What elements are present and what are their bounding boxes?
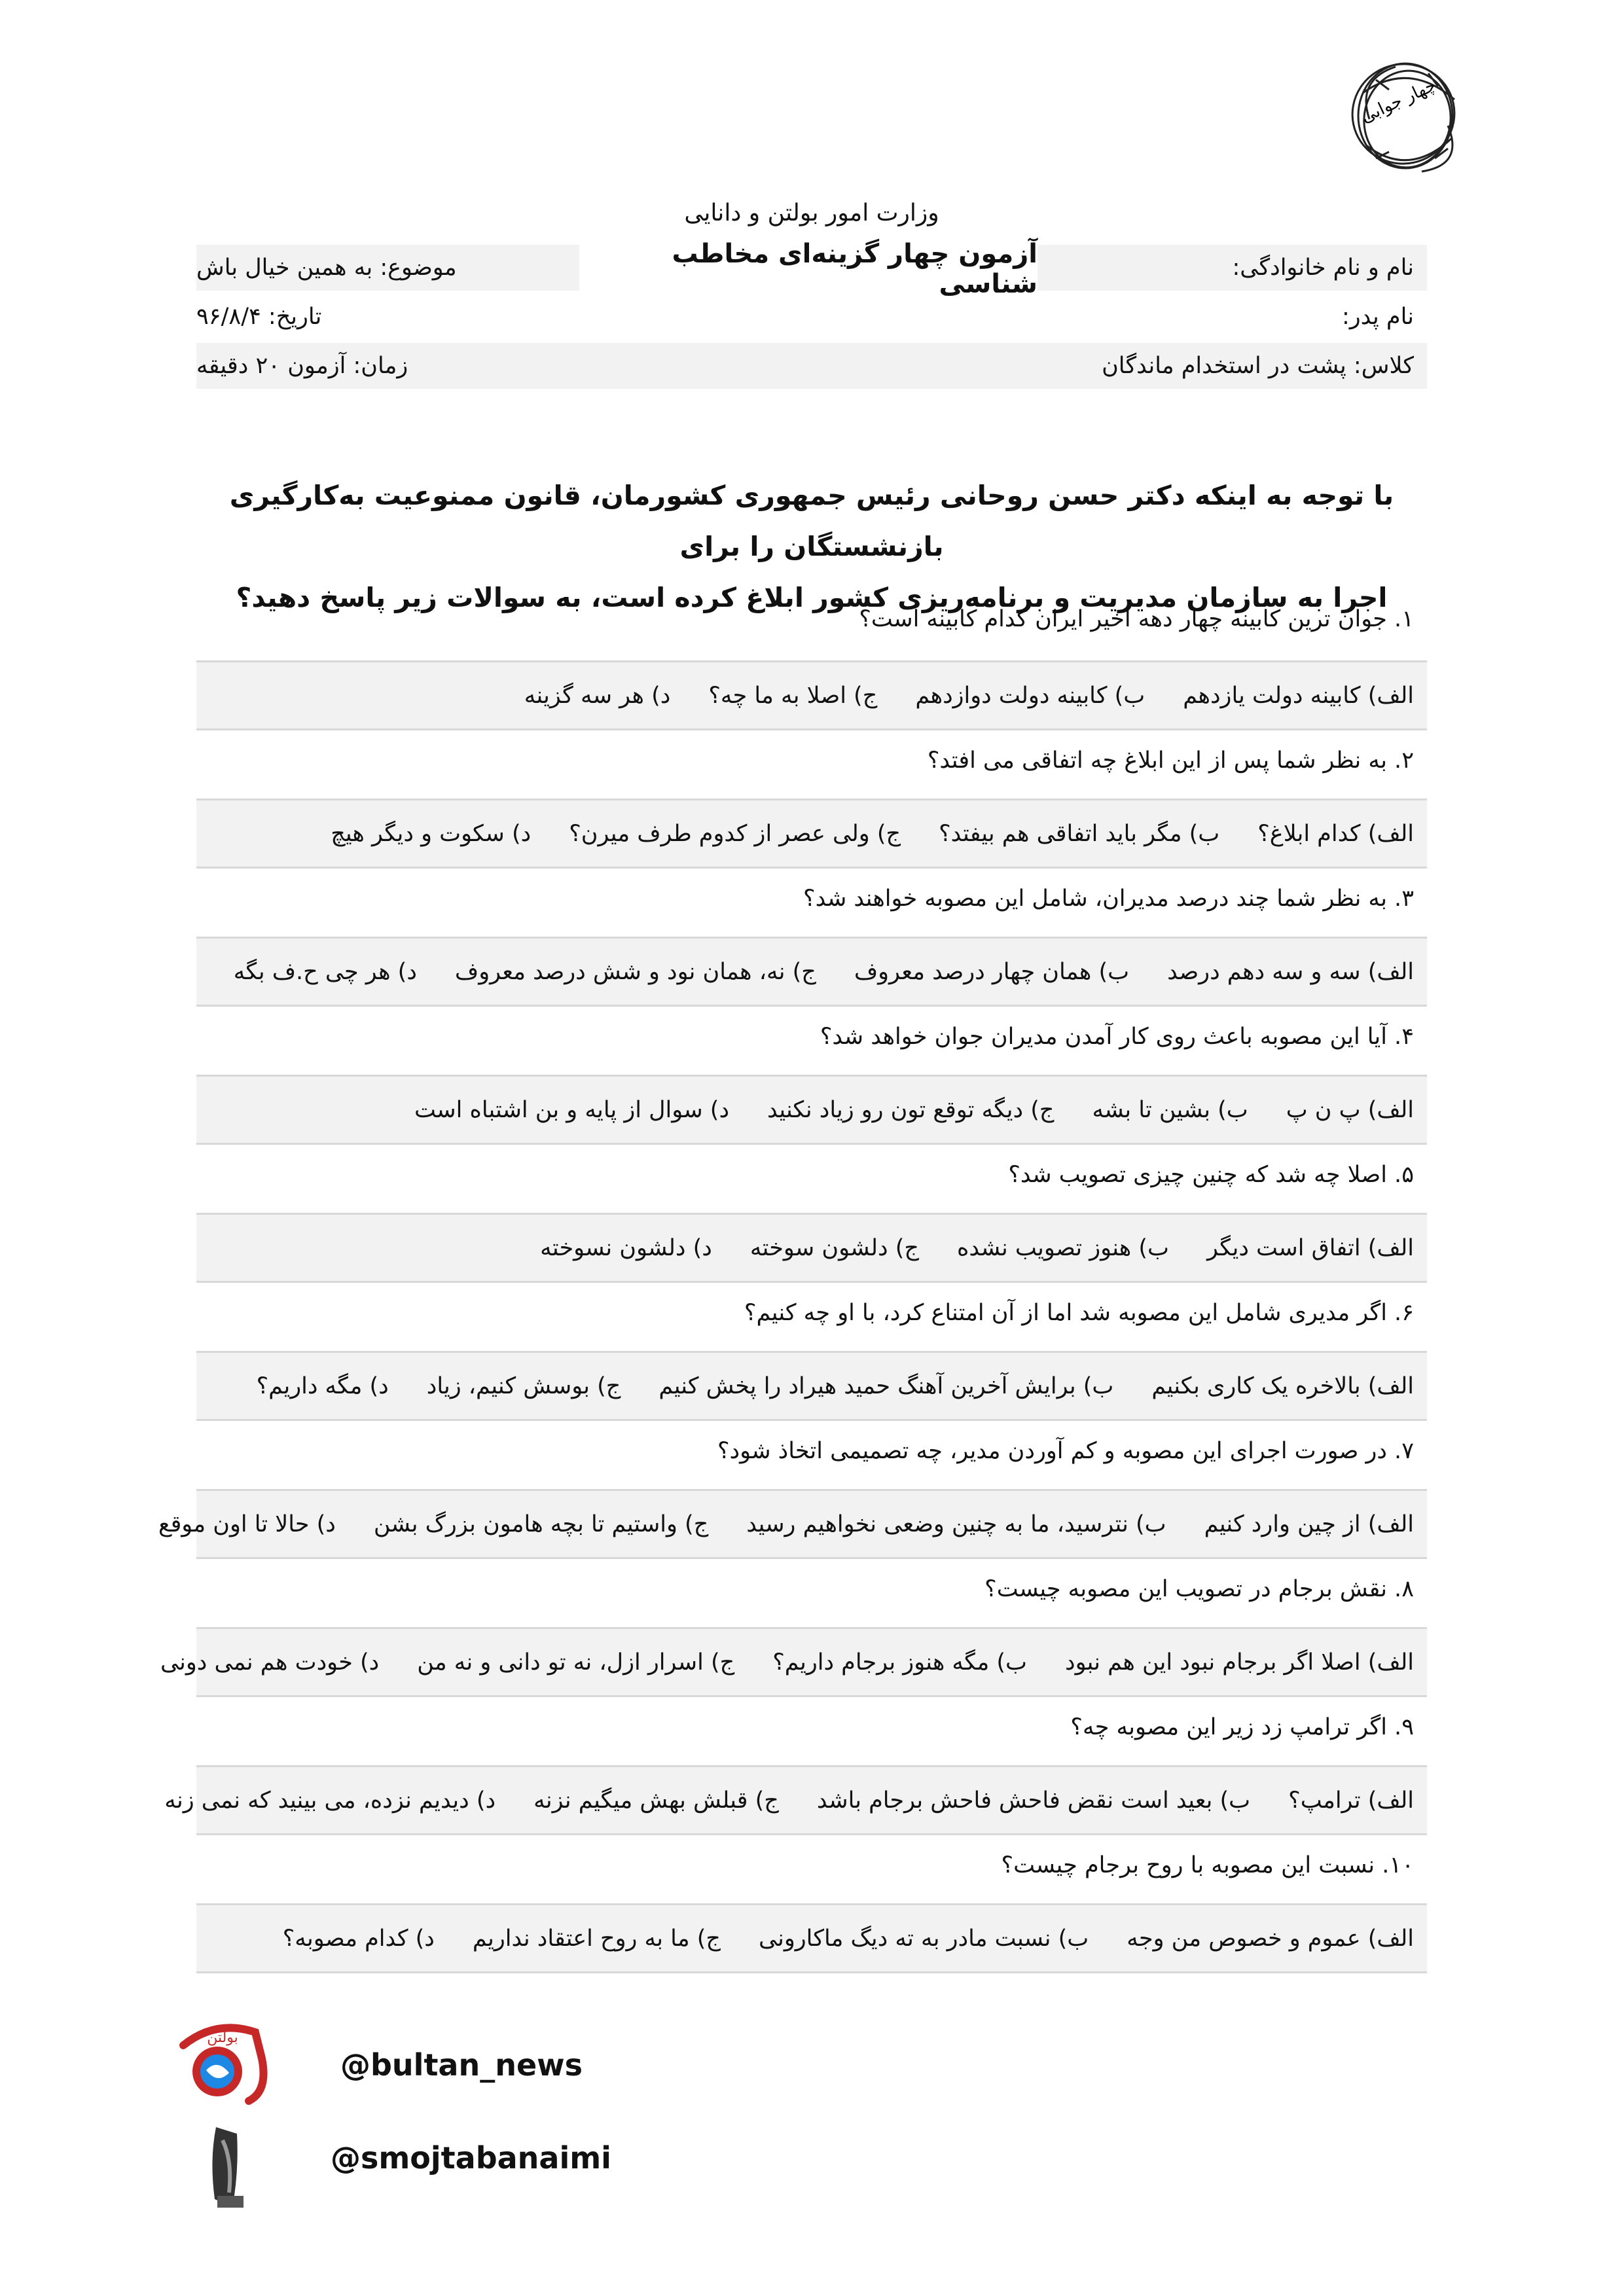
option-b[interactable]: ب) برایش آخرین آهنگ حمید هیراد را پخش کنیم	[659, 1372, 1114, 1399]
exam-title: آزمون چهار گزینه‌ای مخاطب شناسی	[579, 243, 1038, 295]
logo-text: بولتن	[207, 2030, 238, 2046]
option-c[interactable]: ج) اسرار ازل، نه تو دانی و نه من	[417, 1649, 735, 1676]
question-6: ۶. اگر مدیری شامل این مصوبه شد اما از آن امتناع کرد، با او چه کنیم؟	[744, 1300, 1414, 1326]
question-7-options	[158, 1489, 1427, 1559]
option-d[interactable]: د) هر سه گزینه	[524, 682, 671, 709]
header-row-2	[196, 294, 1427, 340]
option-a[interactable]: الف) بالاخره یک کاری بکنیم	[1151, 1372, 1414, 1399]
question-1: ۱. جوان ترین کابینه چهار دهه اخیر ایران کدام کابینه است؟	[859, 606, 1414, 632]
question-9-options	[164, 1765, 1427, 1835]
option-c[interactable]: ج) بوسش کنیم، زیاد	[426, 1372, 621, 1399]
question-2-options	[196, 798, 1427, 869]
date-text: تاریخ: ۹۶/۸/۴	[196, 304, 322, 330]
option-a[interactable]: الف) کابینه دولت یازدهم	[1183, 682, 1414, 709]
option-d[interactable]: د) خودت هم نمی دونی	[160, 1649, 380, 1676]
option-d[interactable]: د) دیدیم نزده، می بینید که نمی زنه	[164, 1787, 496, 1814]
question-10: ۱۰. نسبت این مصوبه با روح برجام چیست؟	[1001, 1852, 1414, 1878]
subject-text: موضوع: به همین خیال باش	[196, 255, 457, 281]
option-b[interactable]: ب) نسبت مادر به ته دیگ ماکارونی	[758, 1925, 1089, 1952]
question-8: ۸. نقش برجام در تصویب این مصوبه چیست؟	[984, 1576, 1414, 1602]
question-2: ۲. به نظر شما پس از این ابلاغ چه اتفاقی می افتد؟	[927, 747, 1414, 774]
option-a[interactable]: الف) اتفاق است دیگر	[1206, 1234, 1414, 1261]
question-4: ۴. آیا این مصوبه باعث روی کار آمدن مدیران جوان خواهد شد؟	[820, 1024, 1414, 1050]
header-row-3	[196, 343, 1427, 389]
question-7: ۷. در صورت اجرای این مصوبه و کم آوردن مدیر، چه تصمیمی اتخاذ شود؟	[717, 1438, 1414, 1464]
question-3: ۳. به نظر شما چند درصد مدیران، شامل این مصوبه خواهند شد؟	[803, 886, 1414, 912]
option-a[interactable]: الف) اصلا اگر برجام نبود این هم نبود	[1065, 1649, 1414, 1676]
option-d[interactable]: د) حالا تا اون موقع	[158, 1511, 336, 1537]
option-a[interactable]: الف) سه و سه دهم درصد	[1167, 958, 1414, 985]
bultan-news-handle[interactable]: @bultan_news	[340, 2047, 583, 2083]
option-b[interactable]: ب) کابینه دولت دوازدهم	[915, 682, 1146, 709]
time-text: زمان: آزمون ۲۰ دقیقه	[196, 353, 408, 379]
question-5-options	[196, 1213, 1427, 1283]
option-a[interactable]: الف) ترامپ؟	[1288, 1787, 1414, 1814]
ministry-name: وزارت امور بولتن و دانایی	[684, 200, 939, 226]
option-b[interactable]: ب) بشین تا بشه	[1092, 1096, 1248, 1123]
option-b[interactable]: ب) مگر باید اتفاقی هم بیفتد؟	[939, 820, 1220, 847]
option-b[interactable]: ب) هنوز تصویب نشده	[957, 1234, 1169, 1261]
option-b[interactable]: ب) نترسید، ما به چنین وضعی نخواهیم رسید	[746, 1511, 1166, 1537]
class-label: کلاس: پشت در استخدام ماندگان	[1102, 353, 1414, 379]
option-a[interactable]: الف) پ ن پ	[1286, 1096, 1414, 1123]
option-d[interactable]: د) کدام مصوبه؟	[282, 1925, 435, 1952]
option-a[interactable]: الف) عموم و خصوص من وجه	[1127, 1925, 1414, 1952]
name-label: نام و نام خانوادگی:	[1232, 255, 1414, 281]
question-8-options	[160, 1627, 1427, 1697]
option-a[interactable]: الف) از چین وارد کنیم	[1204, 1511, 1414, 1537]
question-4-options	[196, 1075, 1427, 1145]
question-6-options	[196, 1351, 1427, 1421]
bultan-logo	[177, 2019, 275, 2111]
option-d[interactable]: د) مگه داریم؟	[256, 1372, 389, 1399]
option-a[interactable]: الف) کدام ابلاغ؟	[1257, 820, 1414, 847]
question-3-options	[196, 937, 1427, 1007]
father-name-label: نام پدر:	[1341, 304, 1414, 330]
option-d[interactable]: د) هر چی ح.ف بگه	[233, 958, 417, 985]
option-b[interactable]: ب) بعید است نقض فاحش فاحش برجام باشد	[816, 1787, 1251, 1814]
question-10-options	[196, 1903, 1427, 1973]
question-9: ۹. اگر ترامپ زد زیر این مصوبه چه؟	[1070, 1714, 1414, 1740]
option-c[interactable]: ج) قبلش بهش میگیم نزنه	[533, 1787, 779, 1814]
option-c[interactable]: ج) ولی عصر از کدوم طرف میرن؟	[569, 820, 901, 847]
instructions-line-1: با توجه به اینکه دکتر حسن روحانی رئیس جمهوری کشورمان، قانون ممنوعیت به‌کارگیری بازنشستگان را برای	[229, 480, 1394, 562]
stamp-text: چهار جوابی	[1358, 75, 1439, 128]
option-d[interactable]: د) سکوت و دیگر هیچ	[331, 820, 532, 847]
instructions-line-2: اجرا به سازمان مدیریت و برنامه‌ریزی کشور ابلاغ کرده است، به سوالات زیر پاسخ دهید؟	[236, 582, 1388, 613]
question-5: ۵. اصلا چه شد که چنین چیزی تصویب شد؟	[1008, 1162, 1414, 1188]
option-b[interactable]: ب) مگه هنوز برجام داریم؟	[772, 1649, 1027, 1676]
author-handle[interactable]: @smojtabanaimi	[331, 2140, 611, 2176]
option-d[interactable]: د) دلشون نسوخته	[540, 1234, 712, 1261]
author-avatar	[177, 2121, 275, 2212]
option-c[interactable]: ج) اصلا به ما چه؟	[708, 682, 878, 709]
option-c[interactable]: ج) واستیم تا بچه هامون بزرگ بشن	[373, 1511, 709, 1537]
option-d[interactable]: د) سوال از پایه و بن اشتباه است	[414, 1096, 730, 1123]
four-answer-stamp	[1350, 54, 1468, 185]
option-c[interactable]: ج) نه، همان نود و شش درصد معروف	[454, 958, 816, 985]
option-c[interactable]: ج) ما به روح اعتقاد نداریم	[472, 1925, 721, 1952]
option-c[interactable]: ج) دیگه توقع تون رو زیاد نکنید	[767, 1096, 1055, 1123]
option-b[interactable]: ب) همان چهار درصد معروف	[854, 958, 1130, 985]
option-c[interactable]: ج) دلشون سوخته	[749, 1234, 920, 1261]
question-1-options	[196, 660, 1427, 730]
